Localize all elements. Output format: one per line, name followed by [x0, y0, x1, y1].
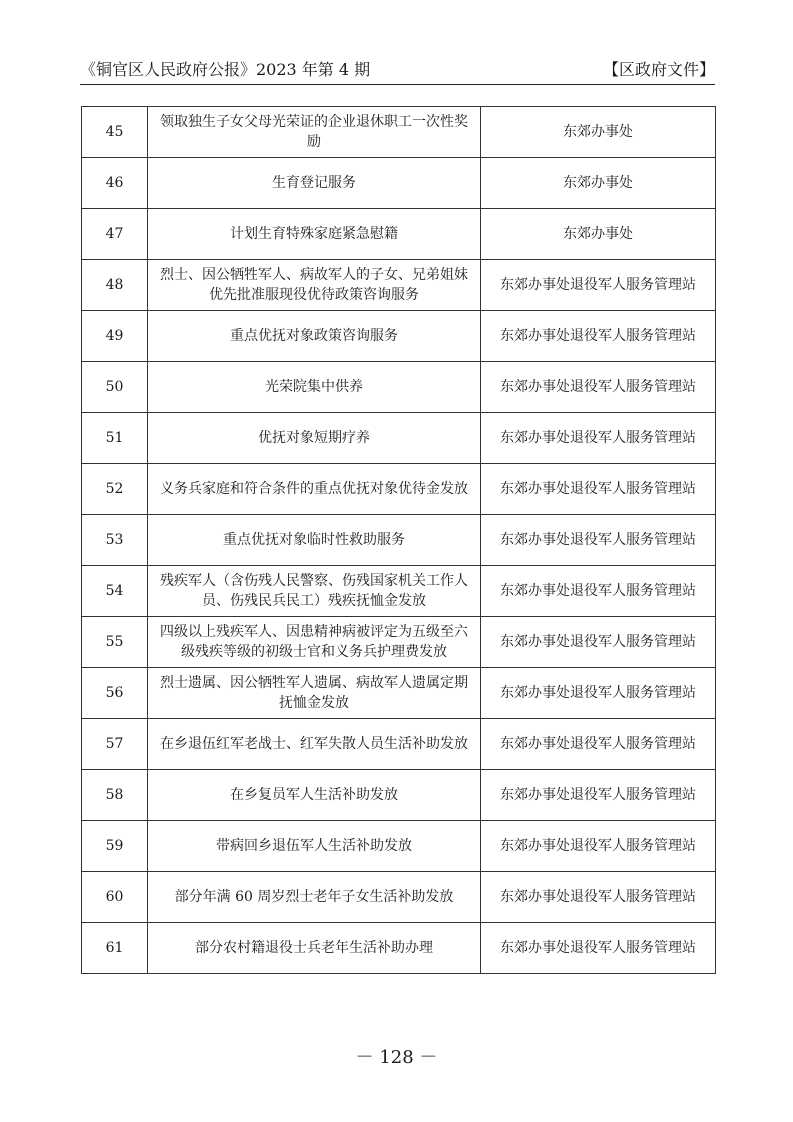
header-rule — [80, 84, 715, 85]
responsible-unit: 东郊办事处退役军人服务管理站 — [481, 464, 716, 515]
service-item: 光荣院集中供养 — [148, 362, 481, 413]
table-row — [82, 515, 716, 566]
row-number: 51 — [82, 413, 148, 464]
page-number: － 128 － — [355, 1047, 438, 1068]
responsible-unit: 东郊办事处 — [481, 158, 716, 209]
row-number: 45 — [82, 107, 148, 158]
responsible-unit: 东郊办事处退役军人服务管理站 — [481, 515, 716, 566]
row-number: 46 — [82, 158, 148, 209]
service-item: 部分年满 60 周岁烈士老年子女生活补助发放 — [148, 872, 481, 923]
table-row — [82, 107, 716, 158]
table-row — [82, 719, 716, 770]
row-number: 48 — [82, 260, 148, 311]
publication-title: 《铜官区人民政府公报》2023 年第 4 期 — [80, 60, 371, 79]
table-row — [82, 311, 716, 362]
responsible-unit: 东郊办事处退役军人服务管理站 — [481, 872, 716, 923]
responsible-unit: 东郊办事处退役军人服务管理站 — [481, 770, 716, 821]
section-label: 【区政府文件】 — [602, 60, 715, 79]
service-list-table — [81, 106, 716, 974]
responsible-unit: 东郊办事处退役军人服务管理站 — [481, 668, 716, 719]
row-number: 50 — [82, 362, 148, 413]
service-item: 带病回乡退伍军人生活补助发放 — [148, 821, 481, 872]
service-item: 残疾军人（含伤残人民警察、伤残国家机关工作人员、伤残民兵民工）残疾抚恤金发放 — [148, 566, 481, 617]
table-row — [82, 464, 716, 515]
service-item: 在乡复员军人生活补助发放 — [148, 770, 481, 821]
table-row — [82, 158, 716, 209]
responsible-unit: 东郊办事处退役军人服务管理站 — [481, 719, 716, 770]
row-number: 53 — [82, 515, 148, 566]
responsible-unit: 东郊办事处退役军人服务管理站 — [481, 260, 716, 311]
row-number: 61 — [82, 923, 148, 974]
service-item: 领取独生子女父母光荣证的企业退休职工一次性奖励 — [148, 107, 481, 158]
service-item: 部分农村籍退役士兵老年生活补助办理 — [148, 923, 481, 974]
row-number: 58 — [82, 770, 148, 821]
row-number: 52 — [82, 464, 148, 515]
table-row — [82, 821, 716, 872]
row-number: 57 — [82, 719, 148, 770]
table-row — [82, 260, 716, 311]
service-item: 生育登记服务 — [148, 158, 481, 209]
row-number: 56 — [82, 668, 148, 719]
service-item: 重点优抚对象政策咨询服务 — [148, 311, 481, 362]
responsible-unit: 东郊办事处 — [481, 209, 716, 260]
responsible-unit: 东郊办事处退役军人服务管理站 — [481, 923, 716, 974]
service-item: 烈士、因公牺牲军人、病故军人的子女、兄弟姐妹优先批准服现役优待政策咨询服务 — [148, 260, 481, 311]
row-number: 55 — [82, 617, 148, 668]
responsible-unit: 东郊办事处退役军人服务管理站 — [481, 413, 716, 464]
table-row — [82, 566, 716, 617]
responsible-unit: 东郊办事处退役军人服务管理站 — [481, 617, 716, 668]
row-number: 47 — [82, 209, 148, 260]
row-number: 60 — [82, 872, 148, 923]
row-number: 49 — [82, 311, 148, 362]
page-header — [80, 57, 715, 83]
responsible-unit: 东郊办事处退役军人服务管理站 — [481, 311, 716, 362]
row-number: 54 — [82, 566, 148, 617]
service-item: 重点优抚对象临时性救助服务 — [148, 515, 481, 566]
table-row — [82, 668, 716, 719]
responsible-unit: 东郊办事处退役军人服务管理站 — [481, 566, 716, 617]
service-item: 烈士遗属、因公牺牲军人遗属、病故军人遗属定期抚恤金发放 — [148, 668, 481, 719]
service-item: 四级以上残疾军人、因患精神病被评定为五级至六级残疾等级的初级士官和义务兵护理费发放 — [148, 617, 481, 668]
table-row — [82, 209, 716, 260]
service-item: 在乡退伍红军老战士、红军失散人员生活补助发放 — [148, 719, 481, 770]
responsible-unit: 东郊办事处退役军人服务管理站 — [481, 362, 716, 413]
service-item: 义务兵家庭和符合条件的重点优抚对象优待金发放 — [148, 464, 481, 515]
table-row — [82, 413, 716, 464]
responsible-unit: 东郊办事处退役军人服务管理站 — [481, 821, 716, 872]
responsible-unit: 东郊办事处 — [481, 107, 716, 158]
service-item: 计划生育特殊家庭紧急慰籍 — [148, 209, 481, 260]
table-row — [82, 770, 716, 821]
table-row — [82, 923, 716, 974]
table-row — [82, 362, 716, 413]
table-row — [82, 872, 716, 923]
service-item: 优抚对象短期疗养 — [148, 413, 481, 464]
table-row — [82, 617, 716, 668]
row-number: 59 — [82, 821, 148, 872]
